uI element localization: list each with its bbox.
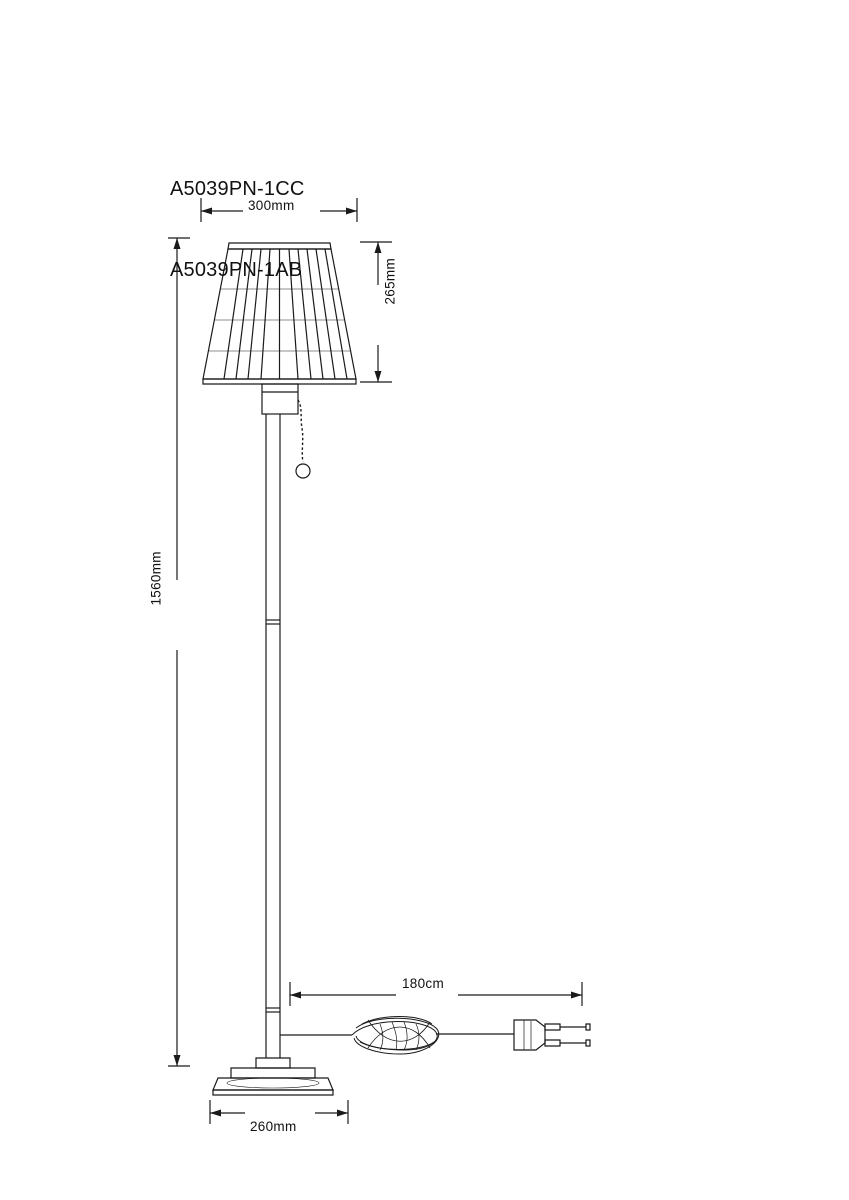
lamp-base (213, 1058, 333, 1095)
product-code-1: A5039PN-1CC (170, 178, 305, 200)
lamp-socket-housing (262, 384, 298, 414)
lamp-stem (266, 414, 280, 1058)
power-cord (280, 1017, 514, 1055)
dimension-label-base-diameter: 260mm (250, 1119, 297, 1134)
dimension-label-shade-width: 300mm (248, 198, 295, 213)
dimension-line-total-height (168, 238, 190, 1066)
dimension-label-shade-height: 265mm (382, 257, 398, 305)
dimension-label-cord-length: 180cm (402, 976, 445, 991)
europlug (514, 1020, 590, 1050)
product-code-2: A5039PN-1AB (170, 259, 303, 281)
product-code-block (170, 122, 305, 338)
dimension-label-total-height: 1560mm (148, 551, 164, 606)
